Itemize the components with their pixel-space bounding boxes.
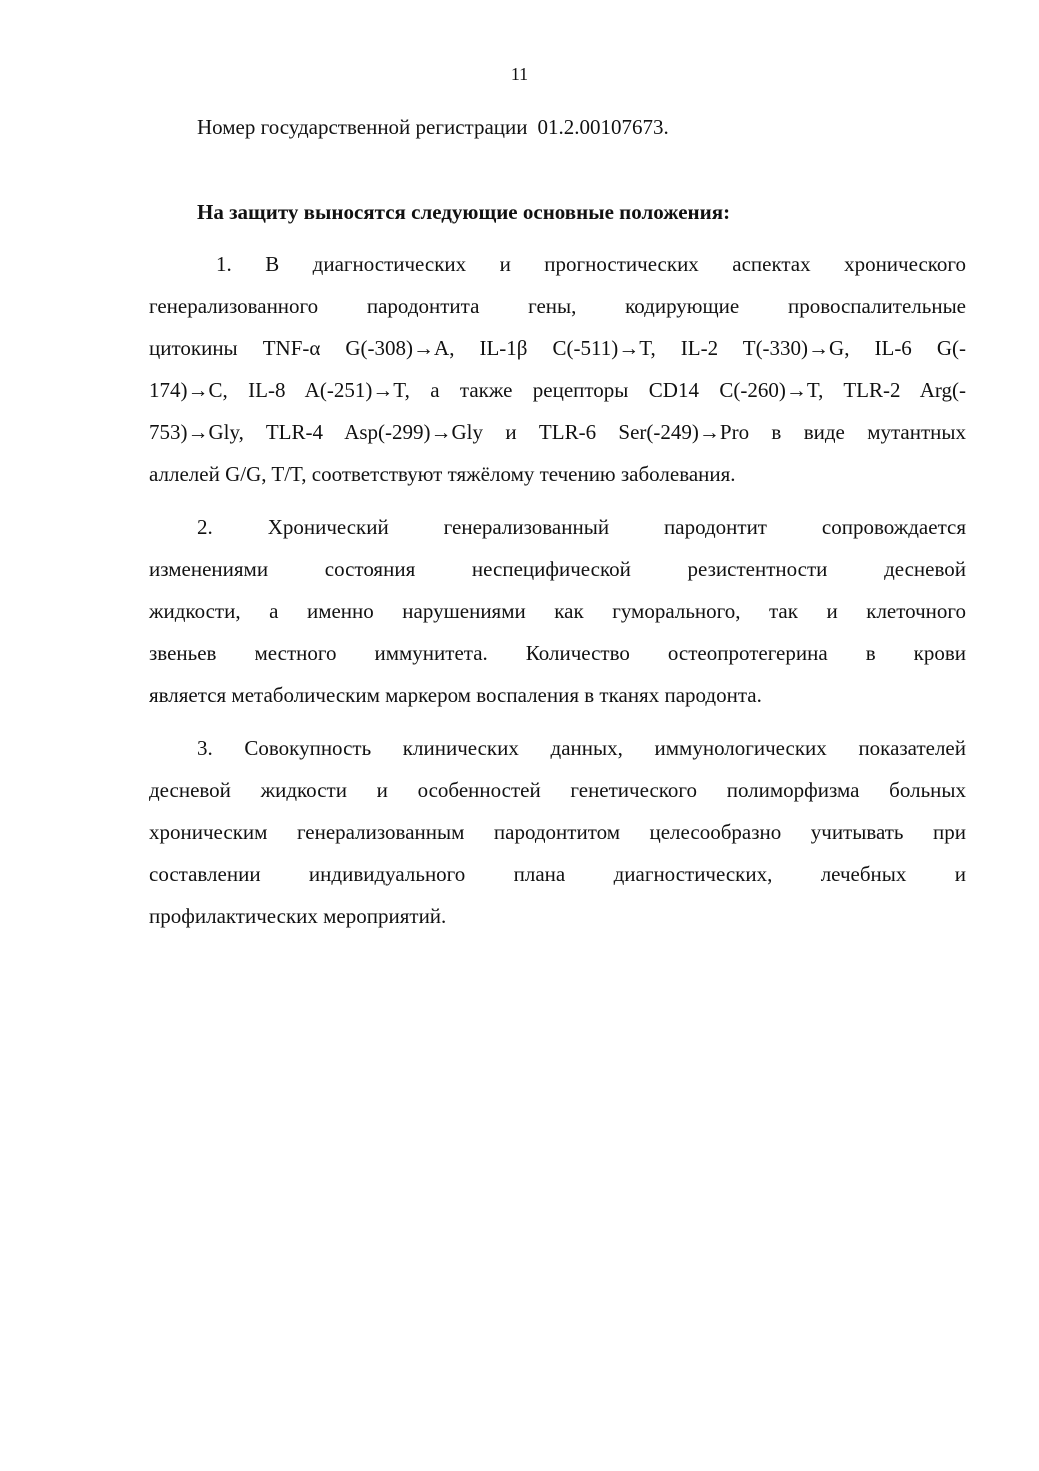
registration-label: Номер государственной регистрации — [197, 115, 528, 139]
page-number: 11 — [510, 64, 529, 84]
text-line: является метаболическим маркером воспаления в тканях пародонта. — [149, 683, 762, 707]
thesis-item-1 — [149, 243, 966, 495]
text-line: изменениями состояния неспецифической резистентности десневой — [149, 557, 966, 581]
text-line: генерализованного пародонтита гены, кодирующие провоспалительные — [149, 294, 966, 318]
text-line: звеньев местного иммунитета. Количество остеопротегерина в крови — [149, 641, 966, 665]
text-line: профилактических мероприятий. — [149, 904, 447, 928]
text-line: цитокины TNF-α G(-308)→A, IL-1β C(-511)→T, IL-2 T(-330)→G, IL-6 G(- — [149, 336, 966, 360]
text-line: хроническим генерализованным пародонтитом целесообразно учитывать при — [149, 820, 966, 844]
text-line: составлении индивидуального плана диагностических, лечебных и — [149, 862, 966, 886]
text-line: 1. В диагностических и прогностических аспектах хронического — [216, 252, 966, 276]
text-line: жидкости, а именно нарушениями как гуморального, так и клеточного — [149, 599, 966, 623]
text-line: 174)→C, IL-8 A(-251)→T, а также рецепторы CD14 C(-260)→T, TLR-2 Arg(- — [149, 378, 966, 402]
thesis-item-3 — [149, 727, 966, 937]
text-line: десневой жидкости и особенностей генетического полиморфизма больных — [149, 778, 966, 802]
text-line: 753)→Gly, TLR-4 Asp(-299)→Gly и TLR-6 Ser(-249)→Pro в виде мутантных — [149, 420, 966, 444]
registration-number: 01.2.00107673. — [537, 115, 669, 139]
text-line: 2. Хронический генерализованный пародонтит сопровождается — [197, 515, 966, 539]
thesis-item-2 — [149, 506, 966, 716]
section-heading: На защиту выносятся следующие основные положения: — [197, 200, 731, 224]
registration-line — [197, 114, 669, 140]
text-line: аллелей G/G, T/T, соответствуют тяжёлому течению заболевания. — [149, 462, 736, 486]
text-line: 3. Совокупность клинических данных, иммунологических показателей — [197, 736, 966, 760]
